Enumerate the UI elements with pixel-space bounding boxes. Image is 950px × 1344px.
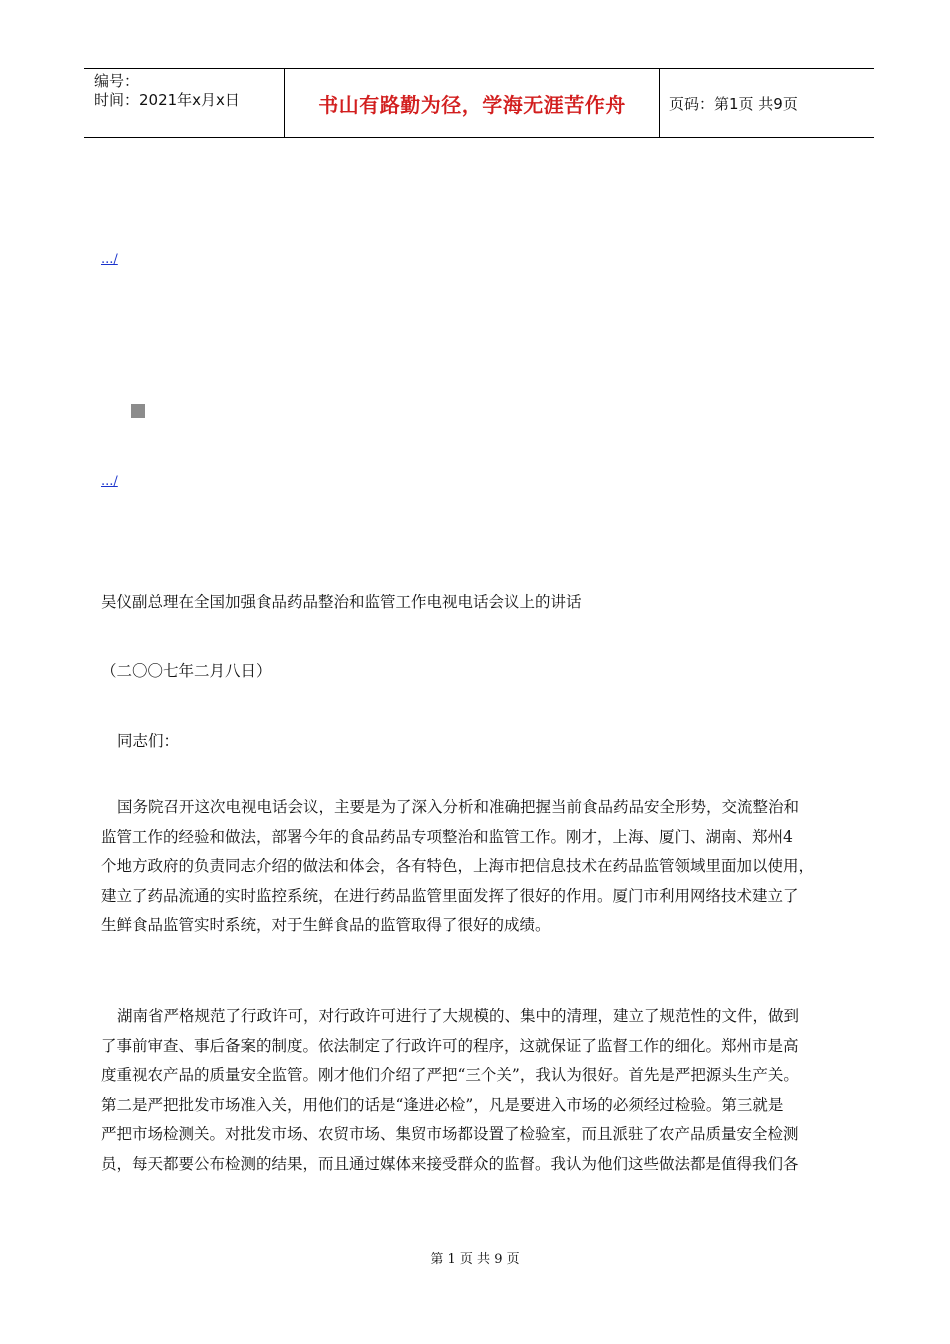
- salutation: 同志们：: [117, 732, 180, 750]
- serial-label: 编号：: [94, 72, 140, 90]
- page-footer: 第 1 页 共 9 页: [430, 1252, 520, 1267]
- paragraph-line: 建立了药品流通的实时监控系统，在进行药品监管里面发挥了很好的作用。厦门市利用网络技术建立了: [101, 886, 799, 905]
- paragraph-2: [101, 1002, 861, 1179]
- speech-title: 吴仪副总理在全国加强食品药品整治和监管工作电视电话会议上的讲话: [101, 593, 582, 611]
- paragraph-line: 湖南省严格规范了行政许可，对行政许可进行了大规模的、集中的清理，建立了规范性的文件，做到: [117, 1007, 800, 1025]
- paragraph-line: 第二是严把批发市场准入关，用他们的话是“逢进必检”，凡是要进入市场的必须经过检验。第三就是: [101, 1095, 784, 1114]
- time-label: 时间：2021年x月x日: [94, 91, 240, 109]
- paragraph-line: 个地方政府的负责同志介绍的做法和体会，各有特色，上海市把信息技术在药品监管领域里面加以使用，: [101, 857, 815, 875]
- header-motto: 书山有路勤为径，学海无涯苦作舟: [285, 69, 660, 137]
- document-header: [84, 68, 874, 138]
- ellipsis-link[interactable]: .../: [101, 474, 118, 489]
- header-meta: [84, 69, 285, 137]
- paragraph-line: 员，每天都要公布检测的结果，而且通过媒体来接受群众的监督。我认为他们这些做法都是值得我们各: [101, 1154, 799, 1173]
- paragraph-line: 了事前审查、事后备案的制度。依法制定了行政许可的程序，这就保证了监督工作的细化。郑州市是高: [101, 1036, 799, 1055]
- header-page-info: 页码：第1页 共9页: [669, 94, 798, 113]
- paragraph-line: 监管工作的经验和做法，部署今年的食品药品专项整治和监管工作。刚才，上海、厦门、湖南、郑州4: [101, 827, 793, 846]
- paragraph-line: 生鲜食品监管实时系统，对于生鲜食品的监管取得了很好的成绩。: [101, 916, 551, 934]
- broken-image-icon: [131, 404, 145, 418]
- speech-date: （二〇〇七年二月八日）: [101, 662, 272, 680]
- paragraph-line: 度重视农产品的质量安全监管。刚才他们介绍了严把“三个关”，我认为很好。首先是严把源头生产关。: [101, 1066, 799, 1084]
- paragraph-line: 严把市场检测关。对批发市场、农贸市场、集贸市场都设置了检验室，而且派驻了农产品质量安全检测: [101, 1125, 799, 1143]
- paragraph-line: 国务院召开这次电视电话会议，主要是为了深入分析和准确把握当前食品药品安全形势，交流整治和: [117, 798, 800, 816]
- paragraph-1: [101, 793, 861, 941]
- ellipsis-link[interactable]: .../: [101, 252, 118, 267]
